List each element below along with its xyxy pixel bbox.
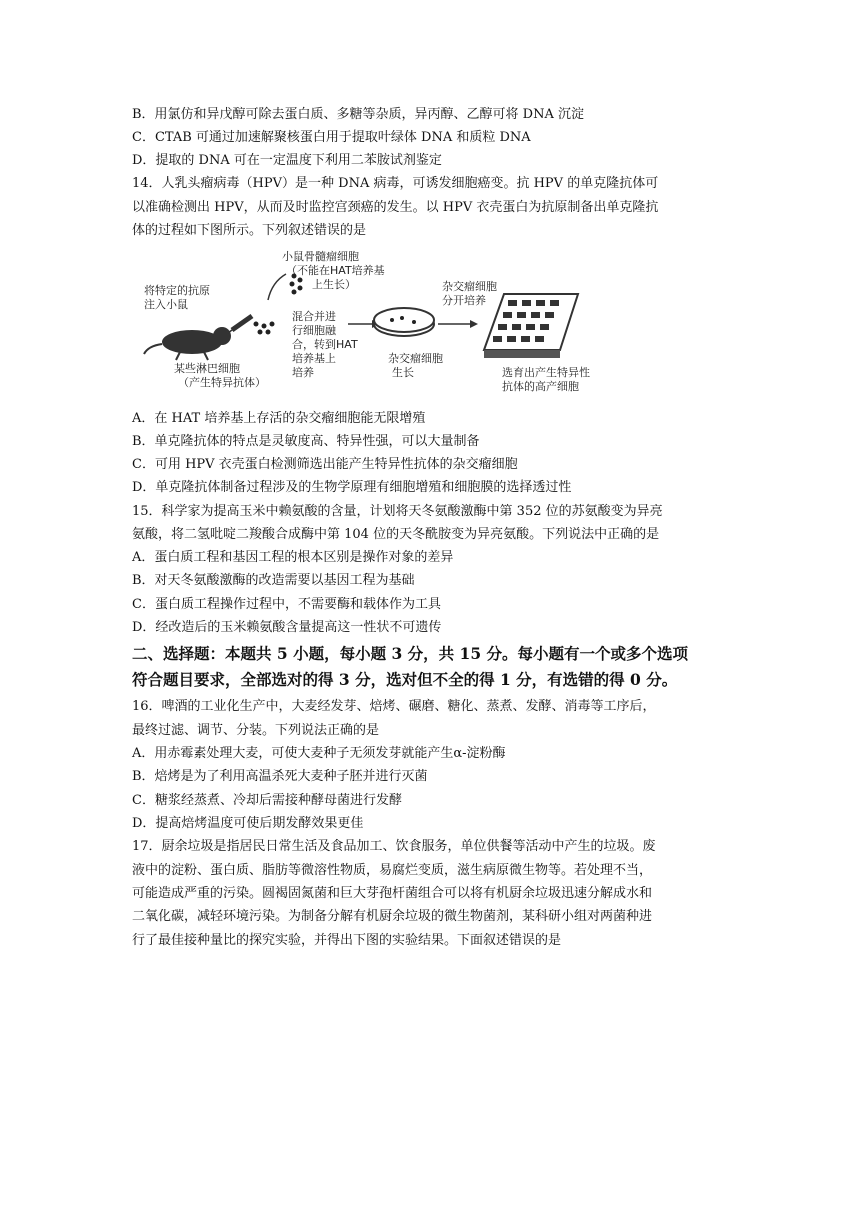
label-mix-3: 合，转到HAT [292, 338, 358, 351]
option-14b: B．单克隆抗体的特点是灵敏度高、特异性强，可以大量制备 [132, 434, 480, 449]
label-select-2: 抗体的高产细胞 [502, 380, 579, 393]
label-mix-1: 混合并进 [292, 310, 336, 323]
option-13b: B．用氯仿和异戊醇可除去蛋白质、多糖等杂质，异丙醇、乙醇可将 DNA 沉淀 [132, 107, 585, 122]
label-select-1: 选育出产生特异性 [502, 366, 590, 379]
label-separate-2: 分开培养 [442, 294, 486, 307]
lymphocyte-cells [254, 322, 275, 335]
label-lymph-2: （产生特异抗体） [178, 376, 266, 389]
question-15-line-1: 15．科学家为提高玉米中赖氨酸的含量，计划将天冬氨酸激酶中第 352 位的苏氨酸变为异亮 [132, 504, 663, 519]
petri-dish-icon [374, 308, 434, 336]
option-15a: A．蛋白质工程和基因工程的根本区别是操作对象的差异 [132, 550, 454, 565]
label-separate-1: 杂交瘤细胞 [442, 280, 497, 293]
label-mix-2: 行细胞融 [292, 324, 336, 337]
question-15-line-2: 氨酸，将二氢吡啶二羧酸合成酶中第 104 位的天冬酰胺变为异亮氨酸。下列说法中正确的是 [132, 527, 660, 542]
label-myeloma-3: 上生长） [312, 278, 356, 291]
label-lymph-1: 某些淋巴细胞 [174, 362, 240, 375]
option-13c: C．CTAB 可通过加速解聚核蛋白用于提取叶绿体 DNA 和质粒 DNA [132, 130, 531, 145]
option-15d: D．经改造后的玉米赖氨酸含量提高这一性状不可遗传 [132, 620, 442, 635]
question-17-line-4: 二氧化碳，减轻环境污染。为制备分解有机厨余垃圾的微生物菌剂，某科研小组对两菌种进 [132, 909, 653, 924]
question-14-line-3: 体的过程如下图所示。下列叙述错误的是 [132, 223, 367, 238]
question-14-line-2: 以准确检测出 HPV，从而及时监控宫颈癌的发生。以 HPV 衣壳蛋白为抗原制备出单克隆抗 [132, 200, 659, 215]
label-antigen-1: 将特定的抗原 [144, 284, 210, 297]
question-16-line-2: 最终过滤、调节、分装。下列说法正确的是 [132, 723, 380, 738]
label-hybrid-grow-2: 生长 [392, 366, 414, 379]
syringe-icon [228, 316, 252, 333]
monoclonal-antibody-diagram [140, 246, 620, 406]
section-2-heading-1: 二、选择题：本题共 5 小题，每小题 3 分，共 15 分。每小题有一个或多个选项 [132, 644, 689, 663]
label-hybrid-grow-1: 杂交瘤细胞 [388, 352, 443, 365]
option-16a: A．用赤霉素处理大麦，可使大麦种子无须发芽就能产生α-淀粉酶 [132, 746, 506, 761]
option-14d: D．单克隆抗体制备过程涉及的生物学原理有细胞增殖和细胞膜的选择透过性 [132, 480, 572, 495]
label-mix-5: 培养 [292, 366, 314, 379]
section-2-heading-2: 符合题目要求，全部选对的得 3 分，选对但不全的得 1 分，有选错的得 0 分。 [132, 670, 678, 689]
multiwell-plate-icon [484, 294, 578, 358]
question-17-line-2: 液中的淀粉、蛋白质、脂肪等微溶性物质，易腐烂变质，滋生病原微生物等。若处理不当， [132, 863, 653, 878]
option-14a: A．在 HAT 培养基上存活的杂交瘤细胞能无限增殖 [132, 411, 426, 426]
label-mix-4: 培养基上 [292, 352, 336, 365]
arrow-icon [268, 274, 286, 300]
question-17-line-3: 可能造成严重的污染。圆褐固氮菌和巨大芽孢杆菌组合可以将有机厨余垃圾迅速分解成水和 [132, 886, 653, 901]
option-16b: B．焙烤是为了利用高温杀死大麦种子胚并进行灭菌 [132, 769, 428, 784]
question-17-line-5: 行了最佳接种量比的探究实验，并得出下图的实验结果。下面叙述错误的是 [132, 933, 562, 948]
mouse-icon [144, 327, 231, 360]
option-16d: D．提高焙烤温度可使后期发酵效果更佳 [132, 816, 364, 831]
option-16c: C．糖浆经蒸煮、冷却后需接种酵母菌进行发酵 [132, 793, 402, 808]
label-myeloma-1: 小鼠骨髓瘤细胞 [282, 250, 359, 263]
question-16-line-1: 16．啤酒的工业化生产中，大麦经发芽、焙烤、碾磨、糖化、蒸煮、发酵、消毒等工序后， [132, 699, 656, 714]
question-14-line-1: 14．人乳头瘤病毒（HPV）是一种 DNA 病毒，可诱发细胞癌变。抗 HPV 的单克隆抗体可 [132, 176, 659, 191]
label-myeloma-2: （不能在HAT培养基 [286, 264, 385, 277]
option-13d: D．提取的 DNA 可在一定温度下利用二苯胺试剂鉴定 [132, 153, 442, 168]
label-antigen-2: 注入小鼠 [144, 298, 188, 311]
option-15b: B．对天冬氨酸激酶的改造需要以基因工程为基础 [132, 573, 415, 588]
option-14c: C．可用 HPV 衣壳蛋白检测筛选出能产生特异性抗体的杂交瘤细胞 [132, 457, 518, 472]
question-17-line-1: 17．厨余垃圾是指居民日常生活及食品加工、饮食服务，单位供餐等活动中产生的垃圾。废 [132, 839, 656, 854]
option-15c: C．蛋白质工程操作过程中，不需要酶和载体作为工具 [132, 597, 441, 612]
